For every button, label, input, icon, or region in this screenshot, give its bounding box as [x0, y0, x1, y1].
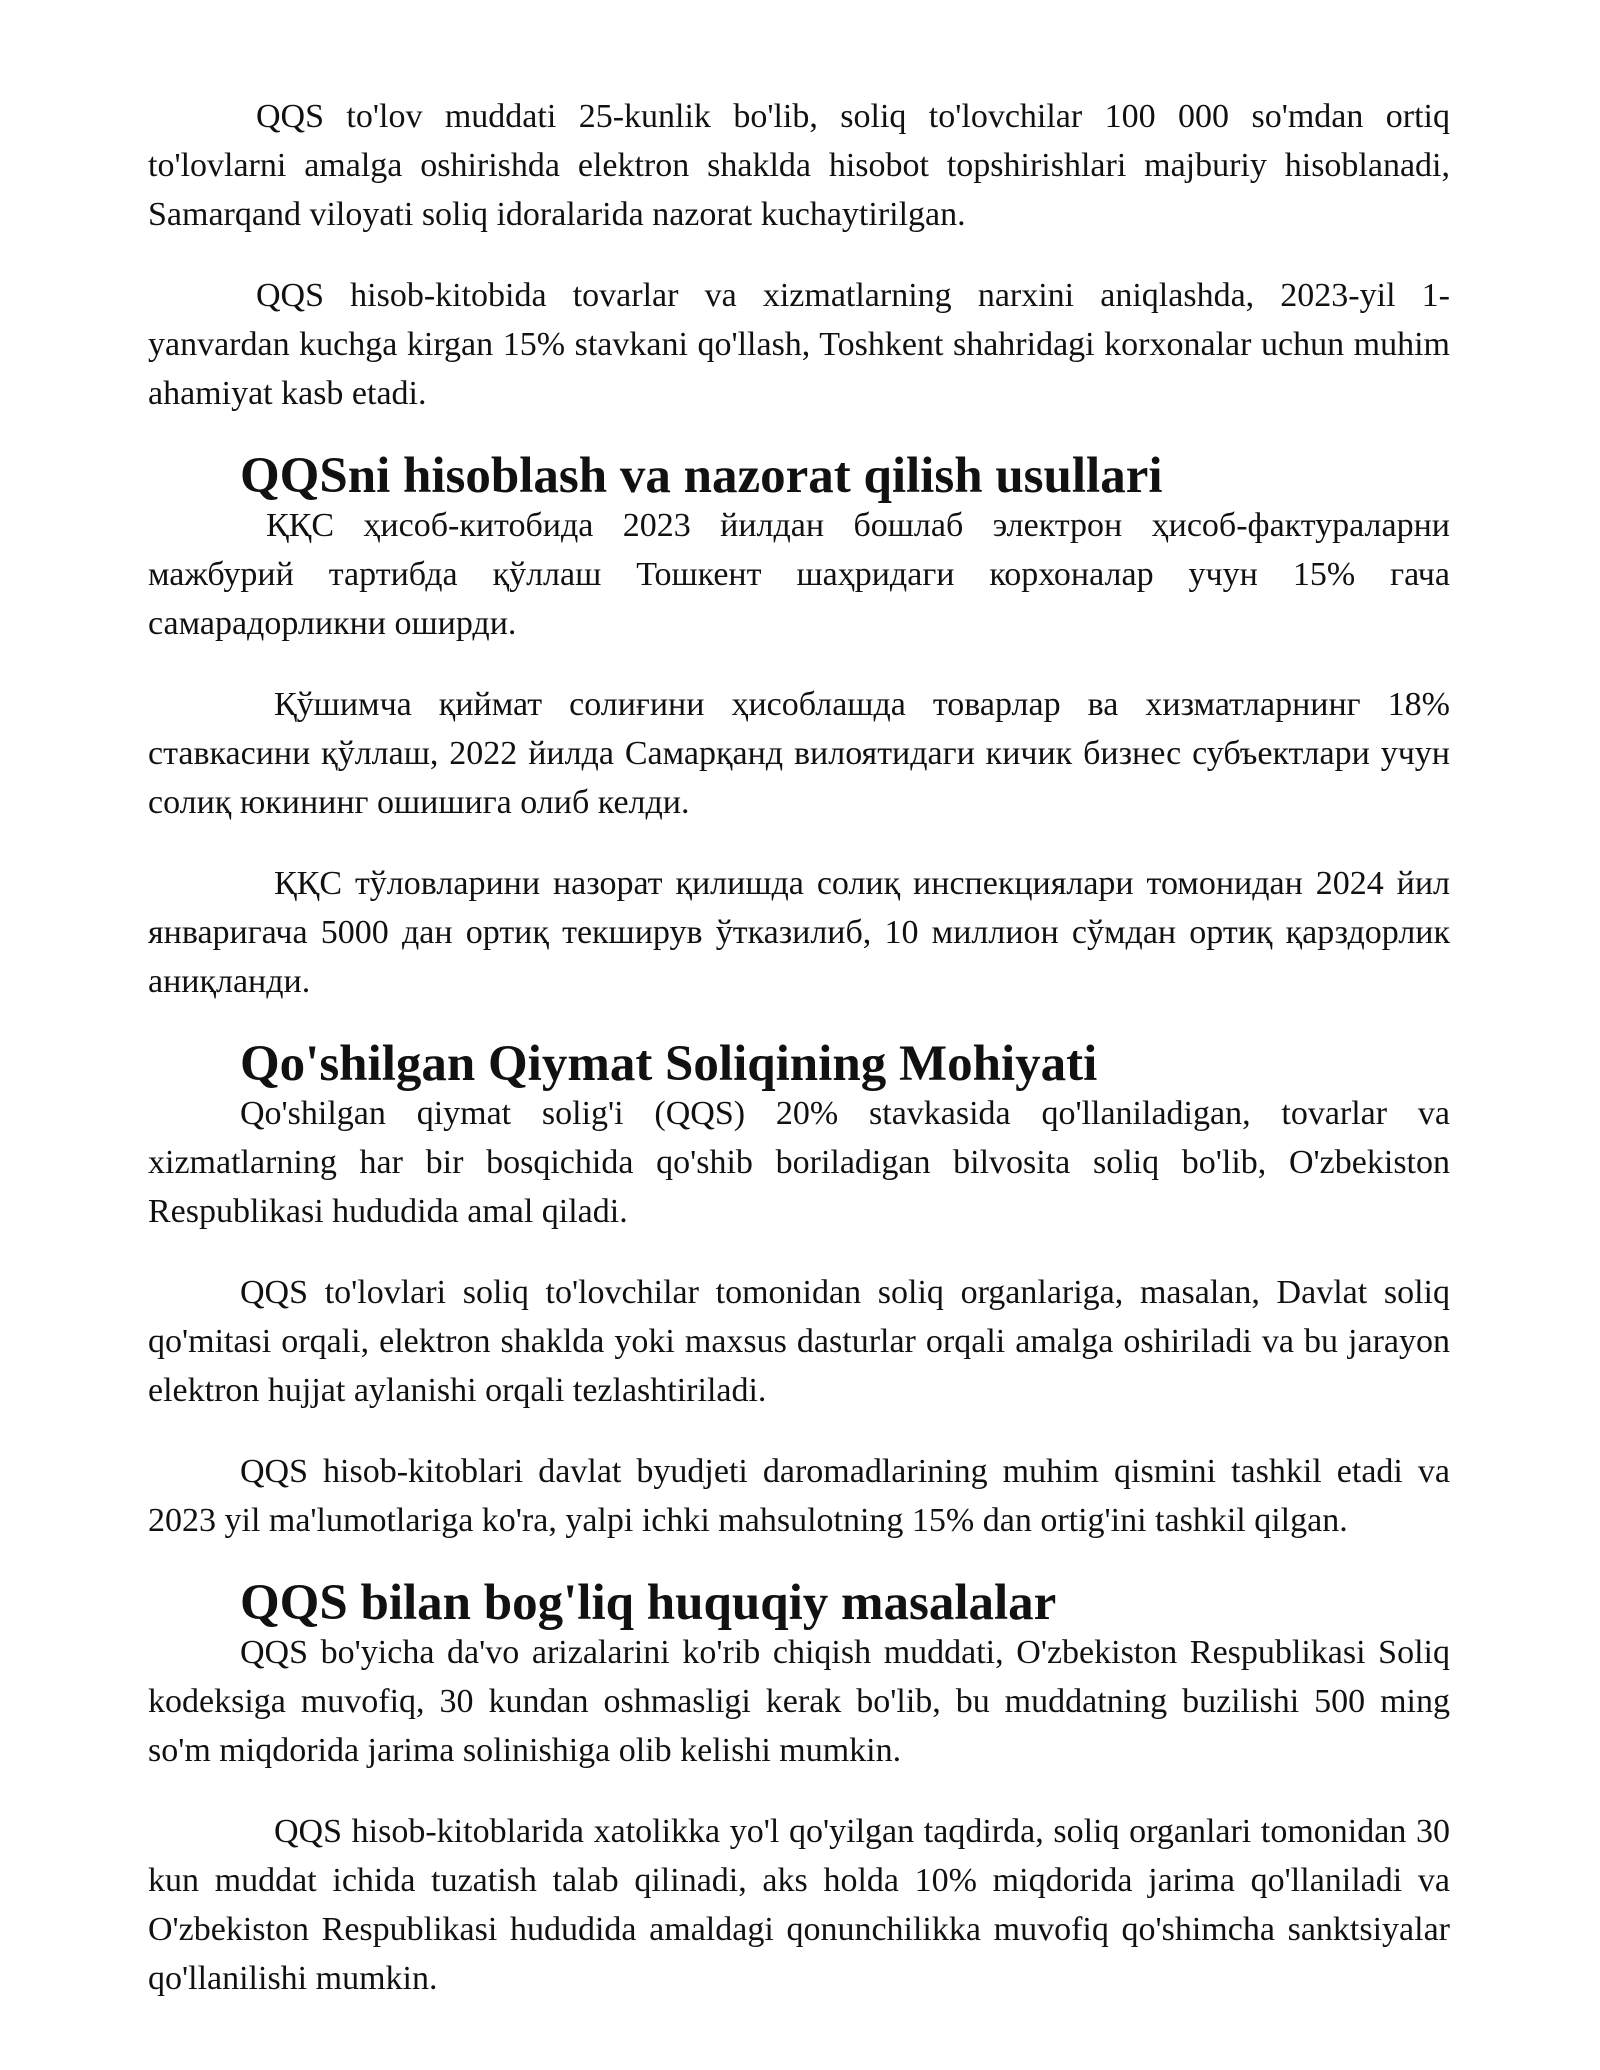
- paragraph: ҚҚС тўловларини назорат қилишда солиқ инспекциялари томонидан 2024 йил январигача 5000 дан ортиқ текширув ўтказилиб, 10 миллион сўмдан ортиқ қарздорлик аниқланди.: [148, 865, 1450, 1000]
- section-heading: Qo'shilgan Qiymat Soliqining Mohiyati: [240, 1036, 1098, 1092]
- section-heading: QQSni hisoblash va nazorat qilish usullari: [240, 448, 1163, 504]
- paragraph: QQS bo'yicha da'vo arizalarini ko'rib chiqish muddati, O'zbekiston Respublikasi Soliq kodeksiga muvofiq, 30 kundan oshmasligi kerak bo'lib, bu muddatning buzilishi 500 ming so'm miqdorida jarima solinishiga olib kelishi mumkin.: [148, 1634, 1450, 1769]
- section-heading: QQS bilan bog'liq huquqiy masalalar: [240, 1575, 1057, 1631]
- paragraph: QQS hisob-kitoblarida xatolikka yo'l qo'yilgan taqdirda, soliq organlari tomonidan 30 kun muddat ichida tuzatish talab qilinadi, aks holda 10% miqdorida jarima qo'llaniladi va O'zbekiston Respublikasi hududida amaldagi qonunchilikka muvofiq qo'shimcha sanktsiyalar qo'llanilishi mumkin.: [148, 1813, 1450, 1997]
- paragraph: ҚҚС ҳисоб-китобида 2023 йилдан бошлаб электрон ҳисоб-фактураларни мажбурий тартибда қўллаш Тошкент шаҳридаги корхоналар учун 15% гача самарадорликни оширди.: [148, 507, 1450, 642]
- paragraph: QQS to'lovlari soliq to'lovchilar tomonidan soliq organlariga, masalan, Davlat soliq qo'mitasi orqali, elektron shaklda yoki maxsus dasturlar orqali amalga oshiriladi va bu jarayon elektron hujjat aylanishi orqali tezlashtiriladi.: [148, 1274, 1450, 1409]
- paragraph: QQS hisob-kitoblari davlat byudjeti daromadlarining muhim qismini tashkil etadi va 2023 yil ma'lumotlariga ko'ra, yalpi ichki mahsulotning 15% dan ortig'ini tashkil qilgan.: [148, 1453, 1450, 1539]
- paragraph: Қўшимча қиймат солиғини ҳисоблашда товарлар ва хизматларнинг 18% ставкасини қўллаш, 2022 йилда Самарқанд вилоятидаги кичик бизнес субъектлари учун солиқ юкининг ошишига олиб келди.: [148, 686, 1450, 821]
- paragraph: QQS hisob-kitobida tovarlar va xizmatlarning narxini aniqlashda, 2023-yil 1-yanvardan kuchga kirgan 15% stavkani qo'llash, Toshkent shahridagi korxonalar uchun muhim ahamiyat kasb etadi.: [148, 277, 1450, 412]
- document-page: [148, 92, 1450, 2003]
- paragraph: QQS to'lov muddati 25-kunlik bo'lib, soliq to'lovchilar 100 000 so'mdan ortiq to'lovlarni amalga oshirishda elektron shaklda hisobot topshirishlari majburiy hisoblanadi, Samarqand viloyati soliq idoralarida nazorat kuchaytirilgan.: [148, 98, 1450, 233]
- paragraph: Qo'shilgan qiymat solig'i (QQS) 20% stavkasida qo'llaniladigan, tovarlar va xizmatlarning har bir bosqichida qo'shib boriladigan bilvosita soliq bo'lib, O'zbekiston Respublikasi hududida amal qiladi.: [148, 1095, 1450, 1230]
